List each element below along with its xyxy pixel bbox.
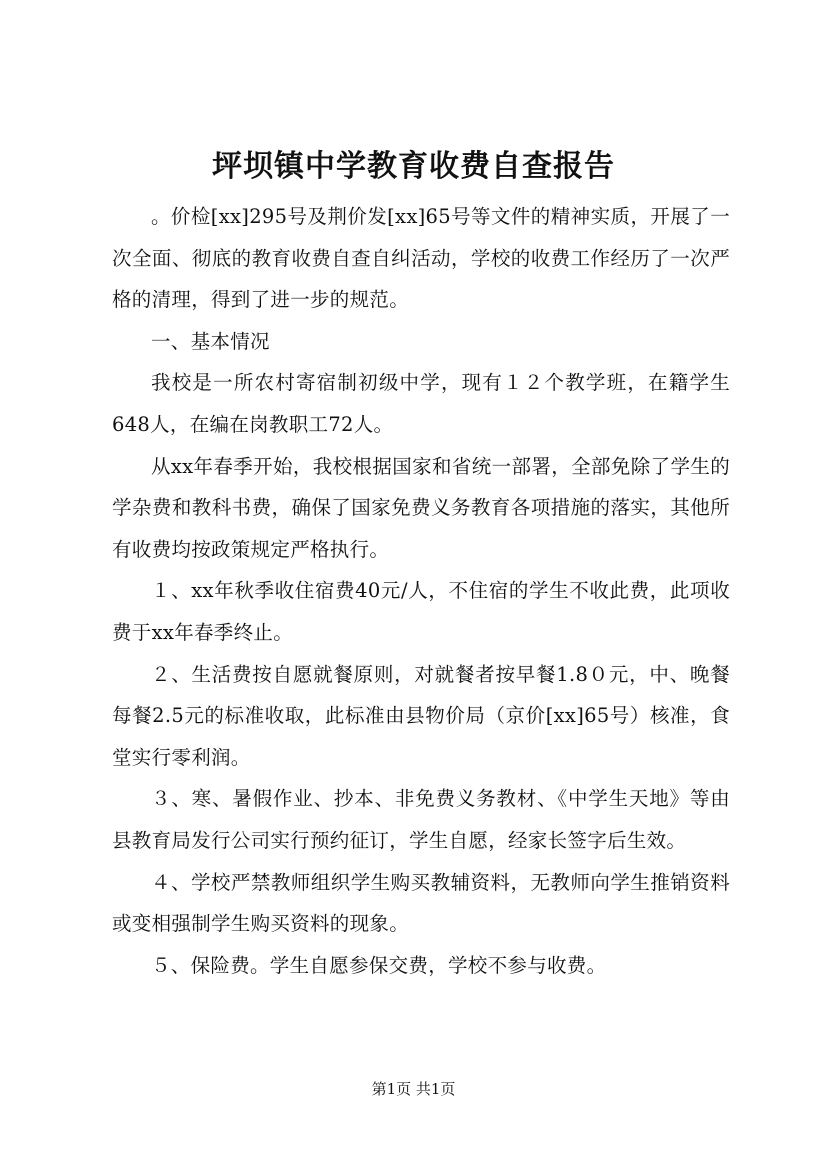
paragraph-item-1: １、xx年秋季收住宿费40元/人，不住宿的学生不收此费，此项收费于xx年春季终止。: [112, 579, 730, 644]
paragraph-intro: 。价检[xx]295号及荆价发[xx]65号等文件的精神实质，开展了一次全面、彻底的教育收费自查自纠活动，学校的收费工作经历了一次严格的清理，得到了进一步的规范。: [112, 205, 730, 312]
paragraph-item-4: ４、学校严禁教师组织学生购买教辅资料，无教师向学生推销资料或变相强制学生购买资料的现象。: [112, 870, 730, 936]
paragraph-school-info: 我校是一所农村寄宿制初级中学，现有１２个教学班，在籍学生648人，在编在岗教职工72人。: [112, 371, 730, 436]
paragraph-item-2: ２、生活费按自愿就餐原则，对就餐者按早餐1.8０元，中、晚餐每餐2.5元的标准收取，此标准由县物价局（京价[xx]65号）核准，食堂实行零利润。: [112, 662, 730, 769]
paragraph-policy: 从xx年春季开始，我校根据国家和省统一部署，全部免除了学生的学杂费和教科书费，确保了国家免费义务教育各项措施的落实，其他所有收费均按政策规定严格执行。: [112, 454, 730, 561]
document-title: 坪坝镇中学教育收费自查报告: [212, 149, 615, 184]
paragraph-item-3: ３、寒、暑假作业、抄本、非免费义务教材、《中学生天地》等由县教育局发行公司实行预约征订，学生自愿，经家长签字后生效。: [112, 787, 730, 852]
page-footer: 第1页 共1页: [371, 1080, 456, 1098]
document-body: [112, 196, 730, 986]
paragraph-item-5: ５、保险费。学生自愿参保交费，学校不参与收费。: [151, 953, 607, 977]
section-heading-basic: 一、基本情况: [151, 329, 270, 353]
